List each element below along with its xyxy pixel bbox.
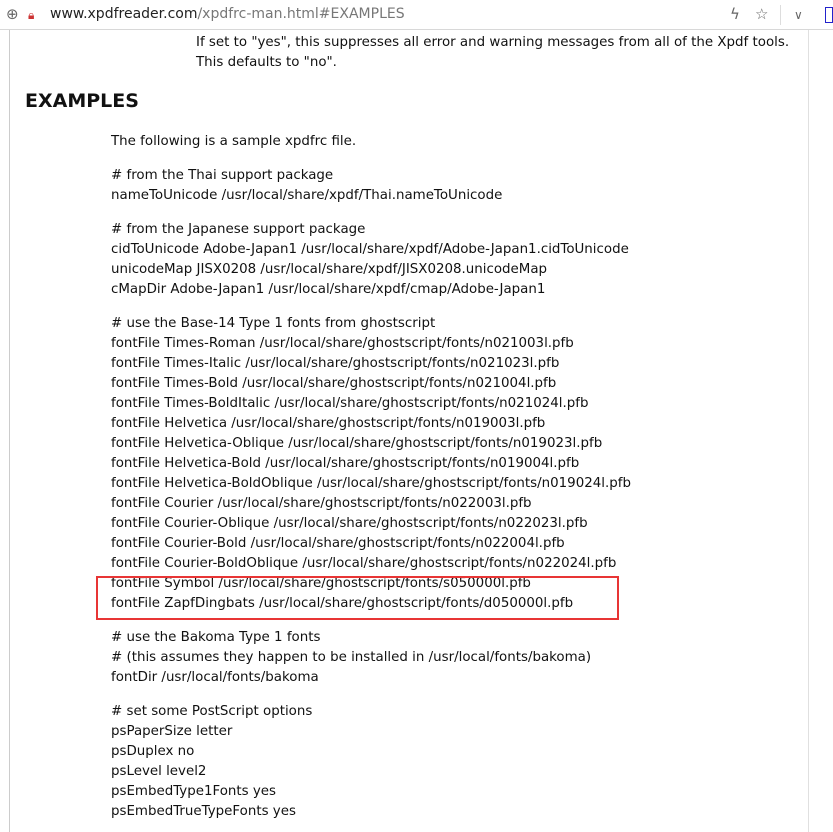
code-line: fontFile Courier-BoldOblique /usr/local/share/ghostscript/fonts/n022024l.pfb	[111, 556, 617, 571]
code-line: fontFile Courier /usr/local/share/ghostscript/fonts/n022003l.pfb	[111, 496, 532, 511]
code-line: # from the Japanese support package	[111, 222, 366, 237]
code-line: # (this assumes they happen to be installed in /usr/local/fonts/bakoma)	[111, 650, 592, 665]
lightning-icon[interactable]: ϟ	[730, 5, 740, 23]
code-line: psDuplex no	[111, 744, 195, 759]
code-line: unicodeMap JISX0208 /usr/local/share/xpdf/JISX0208.unicodeMap	[111, 262, 548, 277]
divider	[780, 5, 781, 25]
code-line: fontFile Courier-Oblique /usr/local/share/ghostscript/fonts/n022023l.pfb	[111, 516, 588, 531]
code-block	[111, 166, 502, 206]
code-line: fontFile Helvetica-Oblique /usr/local/share/ghostscript/fonts/n019023l.pfb	[111, 436, 603, 451]
code-line: fontFile Helvetica-Bold /usr/local/share/ghostscript/fonts/n019004l.pfb	[111, 456, 580, 471]
code-line: fontFile Symbol /usr/local/share/ghostscript/fonts/s050000l.pfb	[111, 576, 531, 591]
code-block	[111, 220, 629, 300]
code-line: fontDir /usr/local/fonts/bakoma	[111, 670, 319, 685]
address-bar[interactable]	[50, 6, 405, 22]
code-line: fontFile Times-BoldItalic /usr/local/share/ghostscript/fonts/n021024l.pfb	[111, 396, 589, 411]
intro-text	[196, 33, 789, 73]
code-line: fontFile Times-Italic /usr/local/share/ghostscript/fonts/n021023l.pfb	[111, 356, 560, 371]
shield-icon[interactable]: ⊕	[6, 5, 19, 23]
code-block	[111, 628, 591, 688]
code-line: fontFile Times-Roman /usr/local/share/ghostscript/fonts/n021003l.pfb	[111, 336, 574, 351]
code-line: The following is a sample xpdfrc file.	[111, 134, 357, 149]
browser-toolbar	[0, 0, 833, 30]
url-host: www.xpdfreader.com	[50, 6, 198, 22]
code-line: nameToUnicode /usr/local/share/xpdf/Thai.nameToUnicode	[111, 188, 503, 203]
code-block	[111, 702, 312, 822]
extension-icon[interactable]	[825, 7, 833, 23]
code-line: psLevel level2	[111, 764, 207, 779]
code-line: psPaperSize letter	[111, 724, 233, 739]
code-line: # from the Thai support package	[111, 168, 334, 183]
url-path: /xpdfrc-man.html#EXAMPLES	[197, 6, 405, 22]
page-frame-left	[9, 30, 10, 832]
highlight-box	[96, 576, 619, 620]
code-line: fontFile Helvetica /usr/local/share/ghostscript/fonts/n019003l.pfb	[111, 416, 546, 431]
intro-line: This defaults to "no".	[196, 55, 337, 70]
code-block	[111, 132, 356, 152]
code-line: fontFile Courier-Bold /usr/local/share/ghostscript/fonts/n022004l.pfb	[111, 536, 565, 551]
chevron-down-icon[interactable]: ∨	[794, 8, 803, 22]
code-block	[111, 314, 631, 614]
star-icon[interactable]: ☆	[755, 5, 769, 23]
code-line: fontFile ZapfDingbats /usr/local/share/ghostscript/fonts/d050000l.pfb	[111, 596, 574, 611]
code-line: fontFile Times-Bold /usr/local/share/ghostscript/fonts/n021004l.pfb	[111, 376, 557, 391]
page-frame-right	[808, 30, 809, 832]
code-line: psEmbedTrueTypeFonts yes	[111, 804, 296, 819]
code-line: # use the Base-14 Type 1 fonts from ghostscript	[111, 316, 436, 331]
code-line: cidToUnicode Adobe-Japan1 /usr/local/share/xpdf/Adobe-Japan1.cidToUnicode	[111, 242, 629, 257]
code-line: psEmbedType1Fonts yes	[111, 784, 277, 799]
code-line: fontFile Helvetica-BoldOblique /usr/local/share/ghostscript/fonts/n019024l.pfb	[111, 476, 631, 491]
insecure-lock-icon[interactable]: 🔒︎	[28, 8, 35, 22]
code-line: # use the Bakoma Type 1 fonts	[111, 630, 321, 645]
intro-line: If set to "yes", this suppresses all error and warning messages from all of the Xpdf tools.	[196, 35, 790, 50]
code-line: # set some PostScript options	[111, 704, 313, 719]
section-heading: EXAMPLES	[25, 90, 139, 112]
code-line: cMapDir Adobe-Japan1 /usr/local/share/xpdf/cmap/Adobe-Japan1	[111, 282, 546, 297]
